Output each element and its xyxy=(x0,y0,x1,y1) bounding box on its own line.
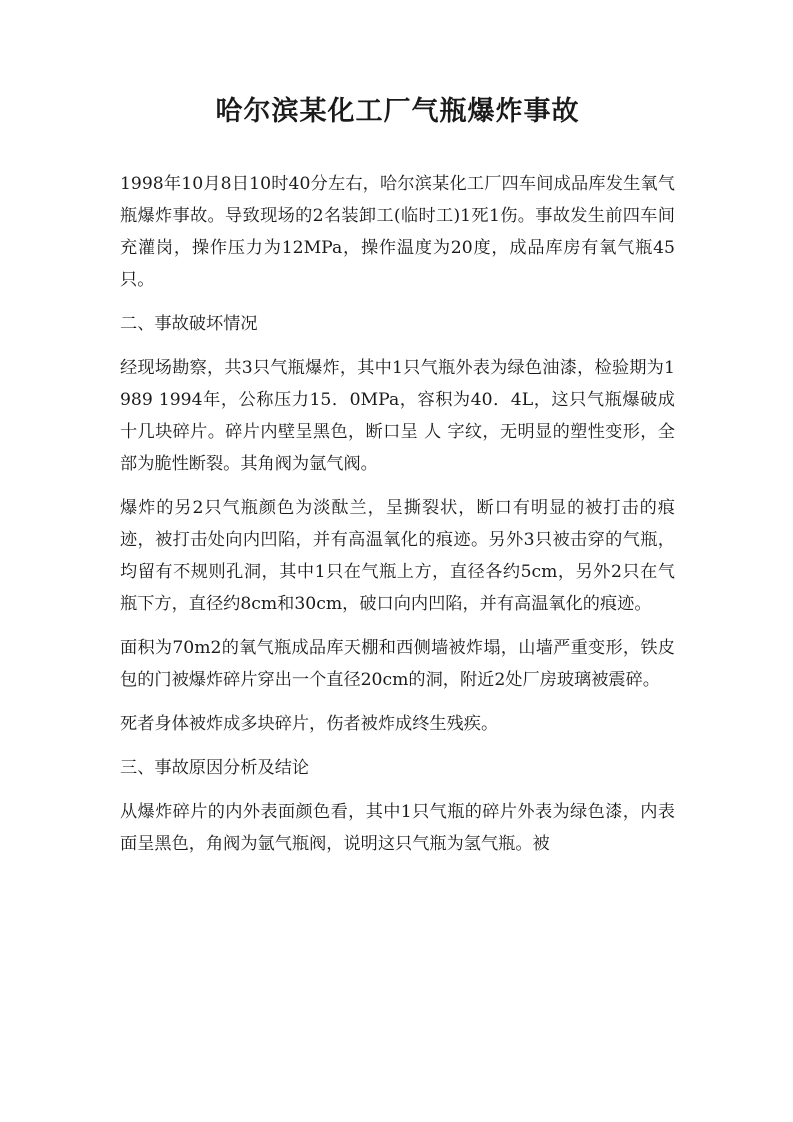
intro-paragraph: 1998年10月8日10时40分左右，哈尔滨某化工厂四车间成品库发生氧气瓶爆炸事故。导致现场的2名装卸工(临时工)1死1伤。事故发生前四车间充灌岗，操作压力为12MPa，操作温度为20度，成品库房有氧气瓶45只。 xyxy=(120,174,675,290)
damage-paragraph-1: 经现场勘察，共3只气瓶爆炸，其中1只气瓶外表为绿色油漆，检验期为1989 1994年，公称压力15．0MPa，容积为40．4L，这只气瓶爆破成十几块碎片。碎片内壁呈黑色，断口呈 人 字纹，无明显的塑性变形，全部为脆性断裂。其角阀为氩气阀。 xyxy=(120,358,675,474)
casualty-paragraph: 死者身体被炸成多块碎片，伤者被炸成终生残疾。 xyxy=(120,714,499,734)
damage-paragraph-2: 爆炸的另2只气瓶颜色为淡酞兰，呈撕裂状，断口有明显的被打击的痕迹，被打击处向内凹陷，并有高温氧化的痕迹。另外3只被击穿的气瓶，均留有不规则孔洞，其中1只在气瓶上方，直径各约5cm，另外2只在气瓶下方，直径约8cm和30cm，破口向内凹陷，并有高温氧化的痕迹。 xyxy=(120,498,675,614)
section-heading-cause: 三、事故原因分析及结论 xyxy=(120,758,310,778)
cause-paragraph: 从爆炸碎片的内外表面颜色看，其中1只气瓶的碎片外表为绿色漆，内表面呈黑色，角阀为氩气瓶阀，说明这只气瓶为氢气瓶。被 xyxy=(120,802,675,854)
section-heading-damage: 二、事故破坏情况 xyxy=(120,314,258,334)
document-title: 哈尔滨某化工厂气瓶爆炸事故 xyxy=(215,96,580,127)
damage-paragraph-3: 面积为70m2的氧气瓶成品库天棚和西侧墙被炸塌，山墙严重变形，铁皮包的门被爆炸碎片穿出一个直径20cm的洞，附近2处厂房玻璃被震碎。 xyxy=(120,638,675,690)
